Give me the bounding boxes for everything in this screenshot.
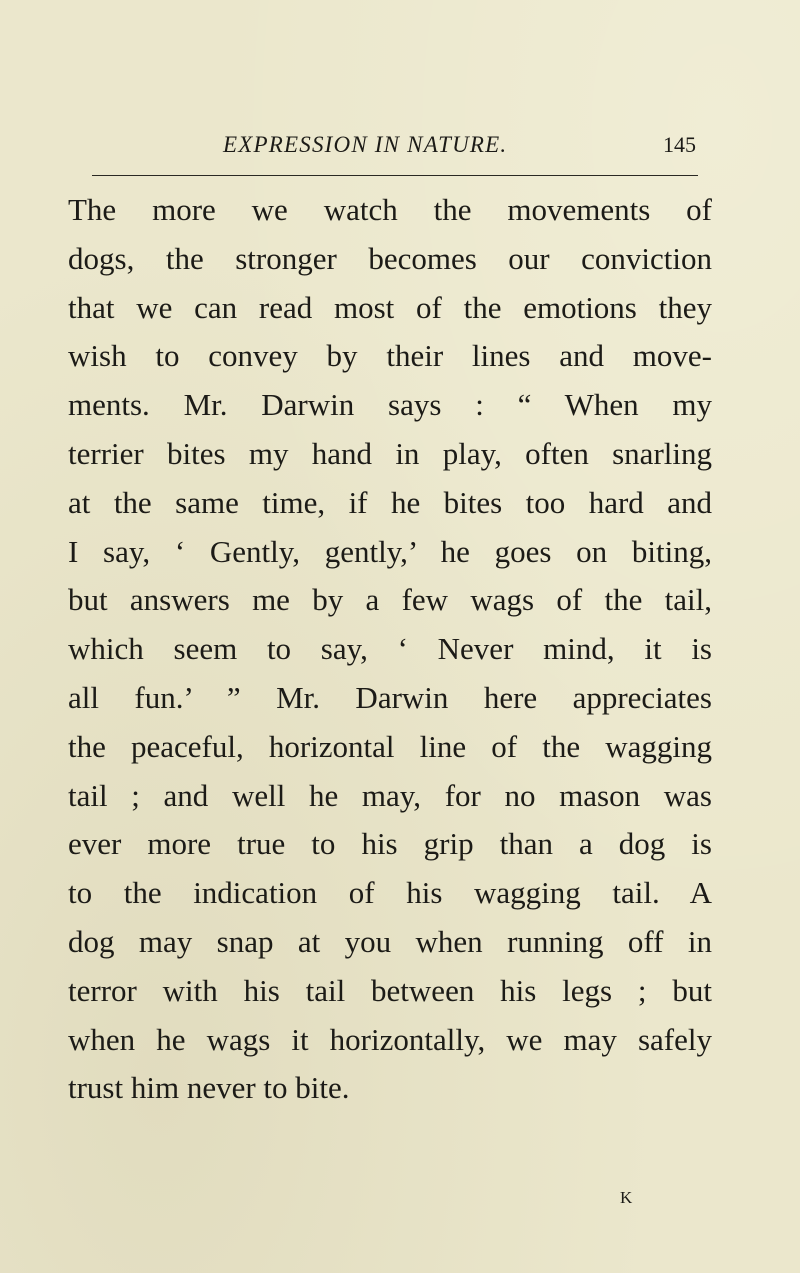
text-line: The more we watch the movements of: [68, 192, 712, 227]
signature-mark: K: [620, 1188, 633, 1207]
text-line: wish to convey by their lines and move-: [68, 338, 712, 374]
text-line: ever more true to his grip than a dog is: [68, 826, 712, 862]
text-line: tail ; and well he may, for no mason was: [68, 777, 712, 813]
text-line: to the indication of his wagging tail. A: [68, 875, 712, 911]
text-line: when he wags it horizontally, we may safely: [68, 1021, 712, 1057]
text-line: at the same time, if he bites too hard and: [68, 484, 712, 520]
text-line: ments. Mr. Darwin says : “ When my: [68, 387, 712, 423]
text-line: that we can read most of the emotions they: [68, 289, 712, 325]
text-line-last: trust him never to bite.: [68, 1070, 350, 1106]
text-line: all fun.’ ” Mr. Darwin here appreciates: [68, 679, 712, 715]
text-line: the peaceful, horizontal line of the wagging: [68, 728, 712, 764]
text-line: terrier bites my hand in play, often snarling: [68, 435, 712, 471]
text-line: which seem to say, ‘ Never mind, it is: [68, 631, 712, 667]
text-line: dogs, the stronger becomes our conviction: [68, 240, 712, 276]
body-text: [68, 186, 712, 1113]
running-title: EXPRESSION IN NATURE.: [223, 132, 508, 157]
text-line: dog may snap at you when running off in: [68, 923, 712, 959]
text-line: I say, ‘ Gently, gently,’ he goes on biting,: [68, 533, 712, 569]
page-number: 145: [663, 132, 696, 157]
text-line: but answers me by a few wags of the tail,: [68, 582, 712, 618]
running-head: [92, 128, 696, 162]
text-line: terror with his tail between his legs ; but: [68, 972, 712, 1008]
header-rule: [92, 175, 698, 176]
